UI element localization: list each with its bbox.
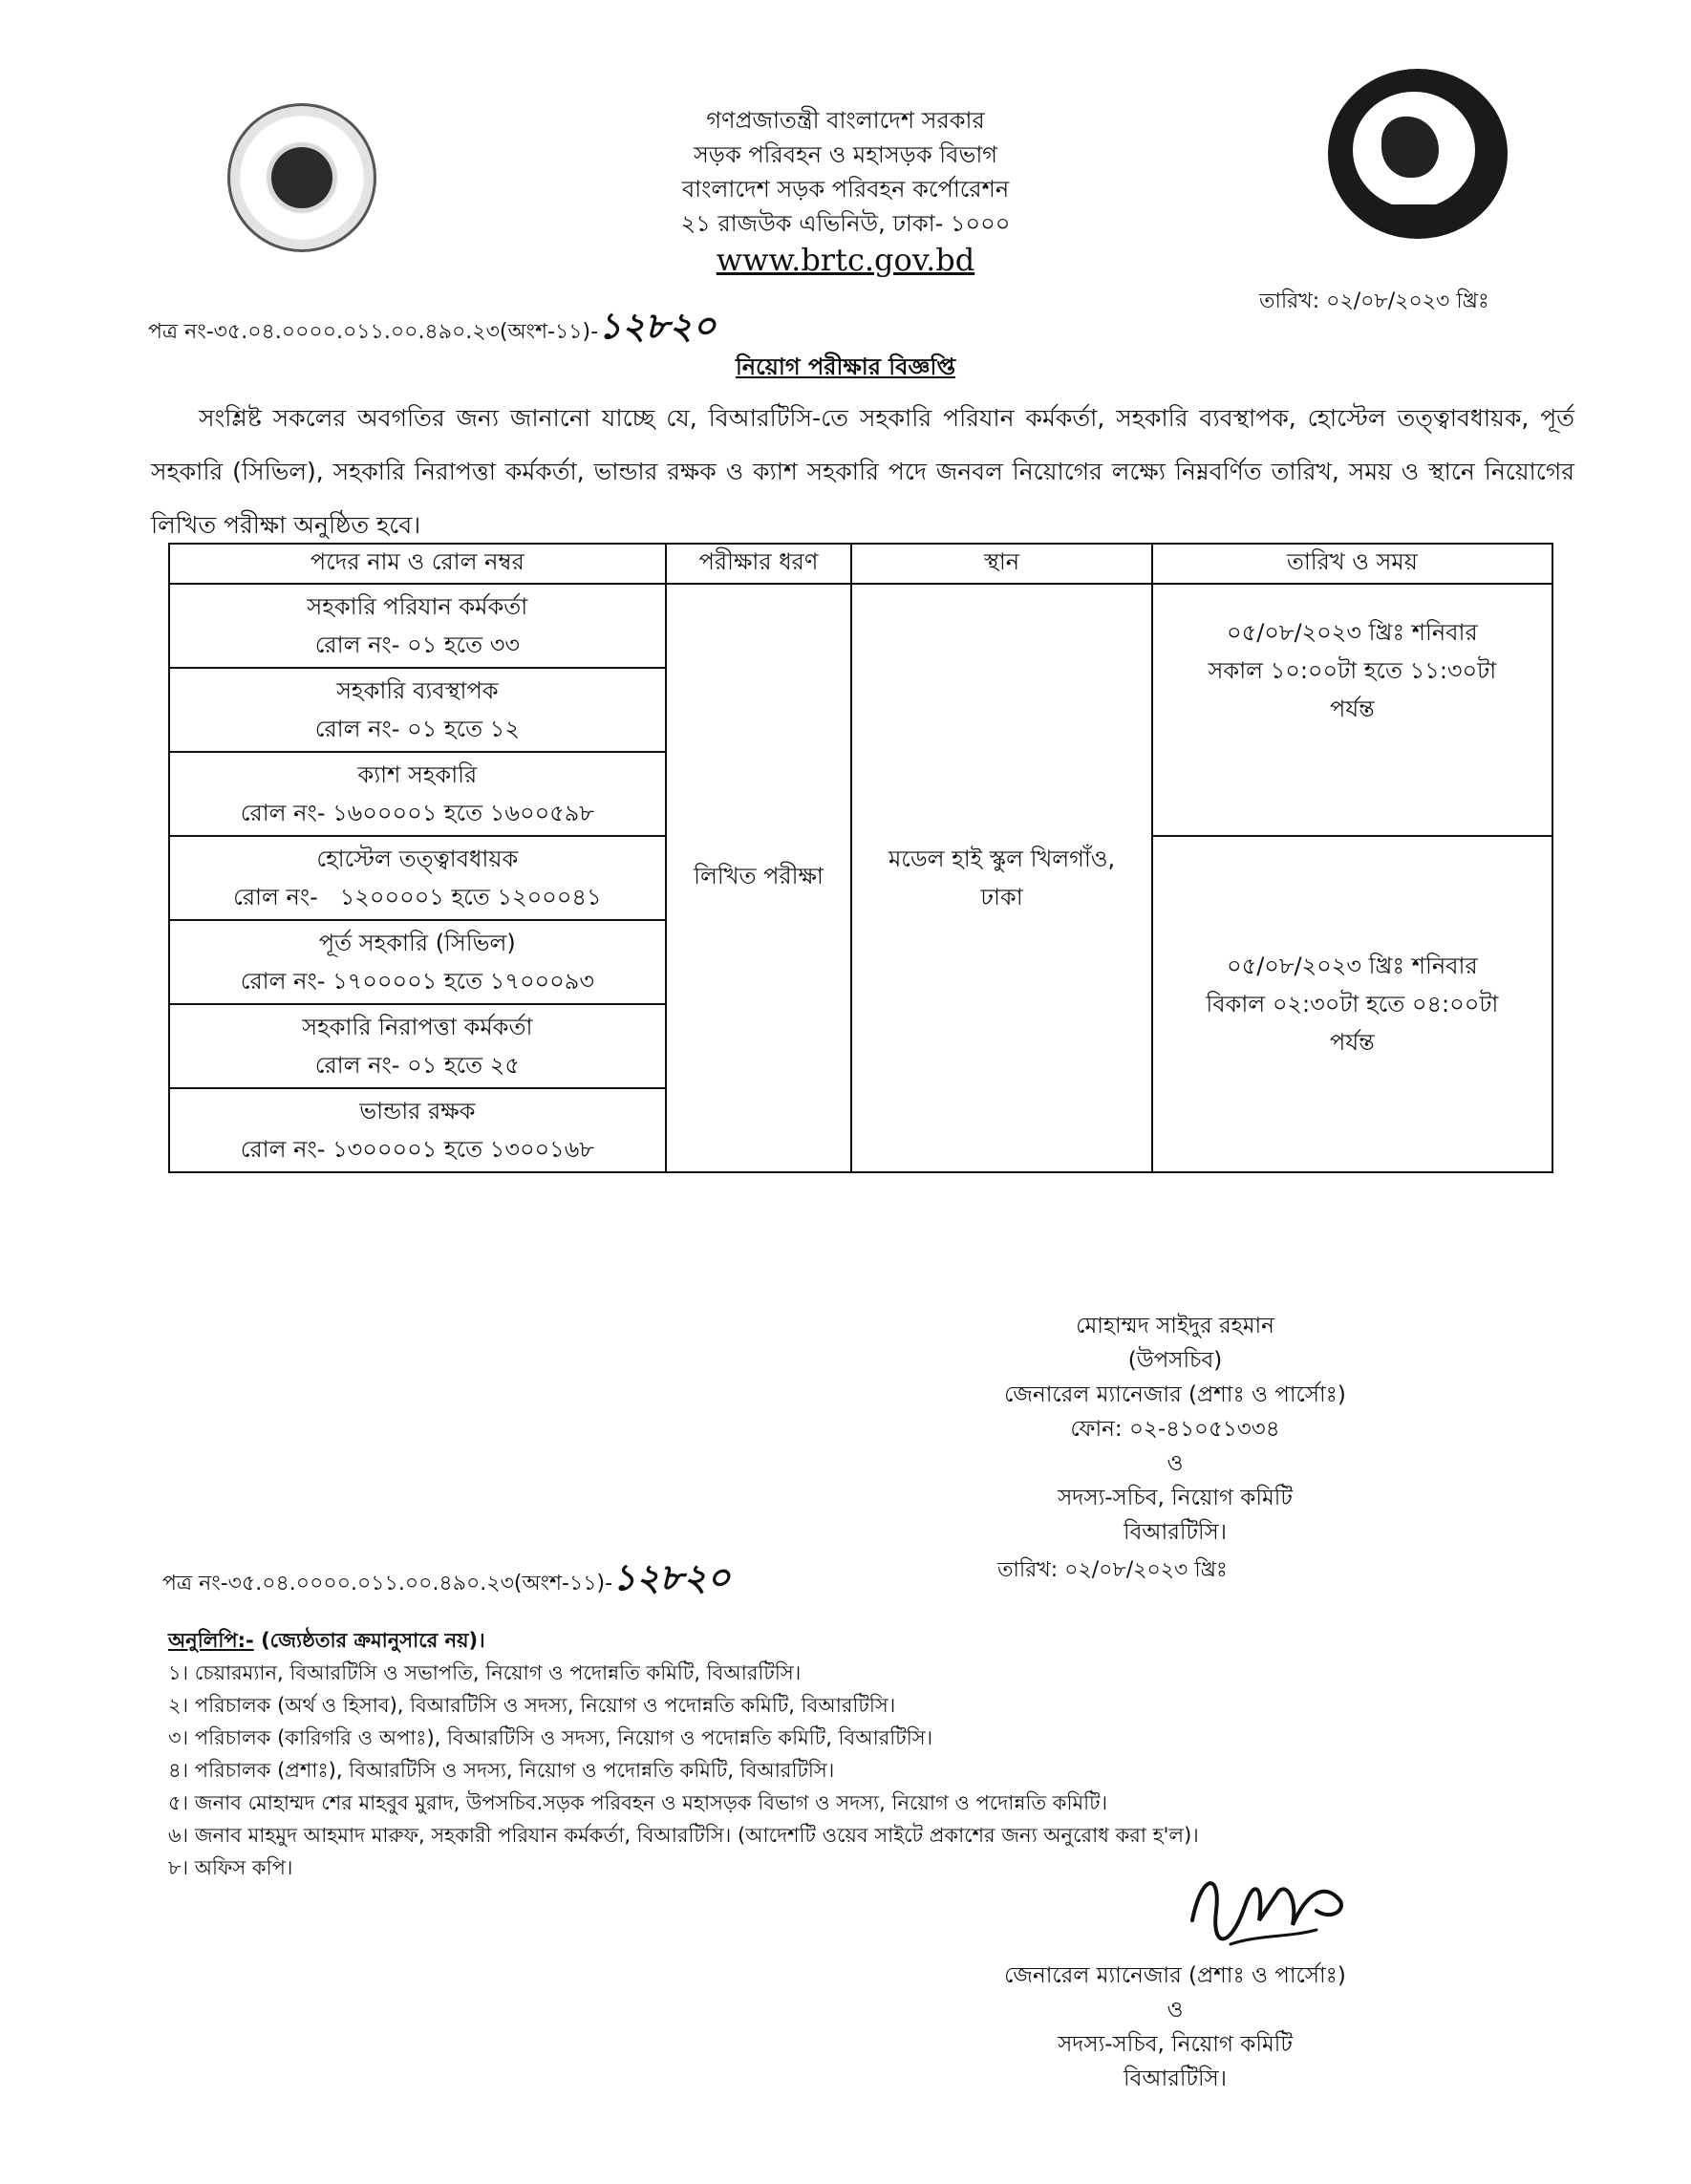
memo-ref-handwritten: ১২৮২০ (598, 304, 717, 347)
post-roll: রোল নং- ০১ হতে ২৫ (314, 1052, 520, 1079)
post-name: সহকারি পরিযান কর্মকর্তা (307, 593, 528, 620)
header-venue: স্থান (851, 544, 1151, 584)
signatory-block (955, 1309, 1395, 1550)
venue-line-2: ঢাকা (980, 884, 1023, 910)
header-date-time: তারিখ ও সময় (1152, 544, 1552, 584)
slot2-date: ০৫/০৮/২০২৩ খ্রিঃ শনিবার (1227, 953, 1478, 979)
post-roll: রোল নং- ১২০০০০১ হতে ১২০০০৪১ (233, 884, 602, 910)
post-cell (169, 920, 666, 1004)
slot1-date: ০৫/০৮/২০২৩ খ্রিঃ শনিবার (1227, 619, 1478, 646)
post-name: হোস্টেল তত্ত্বাবধায়ক (316, 846, 519, 872)
list-item: ৪। পরিচালক (প্রশাঃ), বিআরটিসি ও সদস্য, নিয়োগ ও পদোন্নতি কমিটি, বিআরটিসি। (168, 1759, 835, 1782)
notice-title: নিয়োগ পরীক্ষার বিজ্ঞপ্তি (735, 353, 956, 380)
letterhead (573, 103, 1118, 279)
header-post-roll: পদের নাম ও রোল নম্বর (169, 544, 666, 584)
signatory-and: ও (1167, 1451, 1184, 1476)
website-link[interactable]: www.brtc.gov.bd (716, 242, 975, 278)
post-cell (169, 668, 666, 752)
signatory-phone: ফোন: ০২-৪১০৫১৩৩৪ (1070, 1417, 1280, 1442)
post-roll: রোল নং- ১৩০০০০১ হতে ১৩০০১৬৮ (240, 1136, 594, 1163)
government-seal-icon (227, 103, 376, 252)
post-name: ভান্ডার রক্ষক (359, 1098, 476, 1124)
post-roll: রোল নং- ০১ হতে ১২ (314, 716, 520, 742)
copy-list-title: অনুলিপি:- (জ্যেষ্ঠতার ক্রমানুসারে নয়)। (168, 1629, 485, 1652)
post-cell (169, 1004, 666, 1088)
copy-list (168, 1624, 1199, 1884)
intro-paragraph: সংশ্লিষ্ট সকলের অবগতির জন্য জানানো যাচ্ছে যে, বিআরটিসি-তে সহকারি পরিযান কর্মকর্তা, সহকারি ব্যবস্থাপক, হোস্টেল তত্ত্বাবধায়ক, পূর্ত সহকারি (সিভিল), সহকারি নিরাপত্তা কর্মকর্তা, ভান্ডার রক্ষক ও ক্যাশ সহকারি পদে জনবল নিয়োগের লক্ষ্যে নিম্নবর্ণিত তারিখ, সময় ও স্থানে নিয়োগের লিখিত পরীক্ষা অনুষ্ঠিত হবে। (151, 404, 1574, 539)
post-name: সহকারি নিরাপত্তা কর্মকর্তা (302, 1014, 533, 1040)
post-name: পূর্ত সহকারি (সিভিল) (318, 930, 516, 956)
memo-reference-copy (162, 1550, 730, 1611)
venue-cell (851, 584, 1151, 1172)
slot2-until: পর্যন্ত (1330, 1029, 1375, 1056)
memo2-ref-handwritten: ১২৮২০ (612, 1555, 731, 1598)
post-cell (169, 584, 666, 668)
signatory2-org: বিআরটিসি। (1124, 2066, 1227, 2091)
list-item: ১। চেয়ারম্যান, বিআরটিসি ও সভাপতি, নিয়োগ ও পদোন্নতি কমিটি, বিআরটিসি। (168, 1661, 802, 1684)
header-line-address: ২১ রাজউক এভিনিউ, ঢাকা- ১০০০ (680, 210, 1011, 237)
signatory-name: মোহাম্মদ সাইদুর রহমান (1076, 1314, 1274, 1338)
post-roll: রোল নং- ০১ হতে ৩৩ (314, 632, 520, 658)
post-cell (169, 836, 666, 920)
signatory2-member: সদস্য-সচিব, নিয়োগ কমিটি (1058, 2032, 1293, 2057)
exam-type-cell: লিখিত পরীক্ষা (666, 584, 852, 1172)
afternoon-slot-cell (1152, 836, 1552, 1172)
post-roll: রোল নং- ১৬০০০০১ হতে ১৬০০৫৯৮ (240, 800, 594, 826)
list-item: ২। পরিচালক (অর্থ ও হিসাব), বিআরটিসি ও সদস্য, নিয়োগ ও পদোন্নতি কমিটি, বিআরটিসি। (168, 1694, 896, 1717)
memo2-ref-prefix: পত্র নং-৩৫.০৪.০০০০.০১১.০০.৪৯০.২৩(অংশ-১১)- (162, 1572, 613, 1595)
handwritten-signature-icon (1173, 1853, 1355, 1968)
table-row (169, 584, 1552, 668)
signatory2-designation: জেনারেল ম্যানেজার (প্রশাঃ ও পার্সোঃ) (1004, 1963, 1346, 1988)
signatory-org: বিআরটিসি। (1124, 1520, 1227, 1545)
post-name: সহকারি ব্যবস্থাপক (336, 677, 499, 704)
header-line-govt: গণপ্রজাতন্ত্রী বাংলাদেশ সরকার (706, 107, 985, 134)
memo-date: তারিখ: ০২/০৮/২০২৩ খ্রিঃ (1259, 289, 1489, 313)
memo2-date: তারিখ: ০২/০৮/২০২৩ খ্রিঃ (997, 1558, 1228, 1582)
post-cell (169, 1088, 666, 1172)
post-roll: রোল নং- ১৭০০০০১ হতে ১৭০০০৯৩ (240, 968, 594, 995)
list-item: ৩। পরিচালক (কারিগরি ও অপাঃ), বিআরটিসি ও সদস্য, নিয়োগ ও পদোন্নতি কমিটি, বিআরটিসি। (168, 1726, 933, 1749)
list-item: ৫। জনাব মোহাম্মদ শের মাহবুব মুরাদ, উপসচিব.সড়ক পরিবহন ও মহাসড়ক বিভাগ ও সদস্য, নিয়োগ ও পদোন্নতি কমিটি। (168, 1791, 1108, 1814)
post-cell (169, 752, 666, 836)
signatory-block-2 (965, 1959, 1385, 2096)
header-line-corporation: বাংলাদেশ সড়ক পরিবহন কর্পোরেশন (681, 176, 1010, 203)
signatory-rank: (উপসচিব) (1127, 1348, 1223, 1373)
list-item: ৮। অফিস কপি। (168, 1856, 293, 1879)
header-exam-type: পরীক্ষার ধরণ (666, 544, 852, 584)
exam-schedule-table (168, 543, 1553, 1173)
header-line-division: সড়ক পরিবহন ও মহাসড়ক বিভাগ (693, 141, 998, 168)
signatory-member: সদস্য-সচিব, নিয়োগ কমিটি (1058, 1486, 1293, 1510)
signatory-designation: জেনারেল ম্যানেজার (প্রশাঃ ও পার্সোঃ) (1004, 1382, 1346, 1407)
slot1-time: সকাল ১০:০০টা হতে ১১:৩০টা (1208, 657, 1497, 684)
table-header-row (169, 544, 1552, 584)
morning-slot-cell (1152, 584, 1552, 836)
memo-ref-prefix: পত্র নং-৩৫.০৪.০০০০.০১১.০০.৪৯০.২৩(অংশ-১১)- (148, 320, 599, 344)
list-item: ৬। জনাব মাহমুদ আহমাদ মারুফ, সহকারী পরিযান কর্মকর্তা, বিআরটিসি। (আদেশটি ওয়েব সাইটে প্রকাশের জন্য অনুরোধ করা হ'ল)। (168, 1824, 1199, 1847)
slot2-time: বিকাল ০২:৩০টা হতে ০৪:০০টা (1206, 991, 1499, 1017)
signatory2-and: ও (1167, 1998, 1184, 2023)
venue-line-1: মডেল হাই স্কুল খিলগাঁও, (888, 846, 1116, 872)
post-name: ক্যাশ সহকারি (357, 761, 478, 788)
brtc-logo-icon (1328, 69, 1508, 239)
slot1-until: পর্যন্ত (1330, 696, 1375, 722)
